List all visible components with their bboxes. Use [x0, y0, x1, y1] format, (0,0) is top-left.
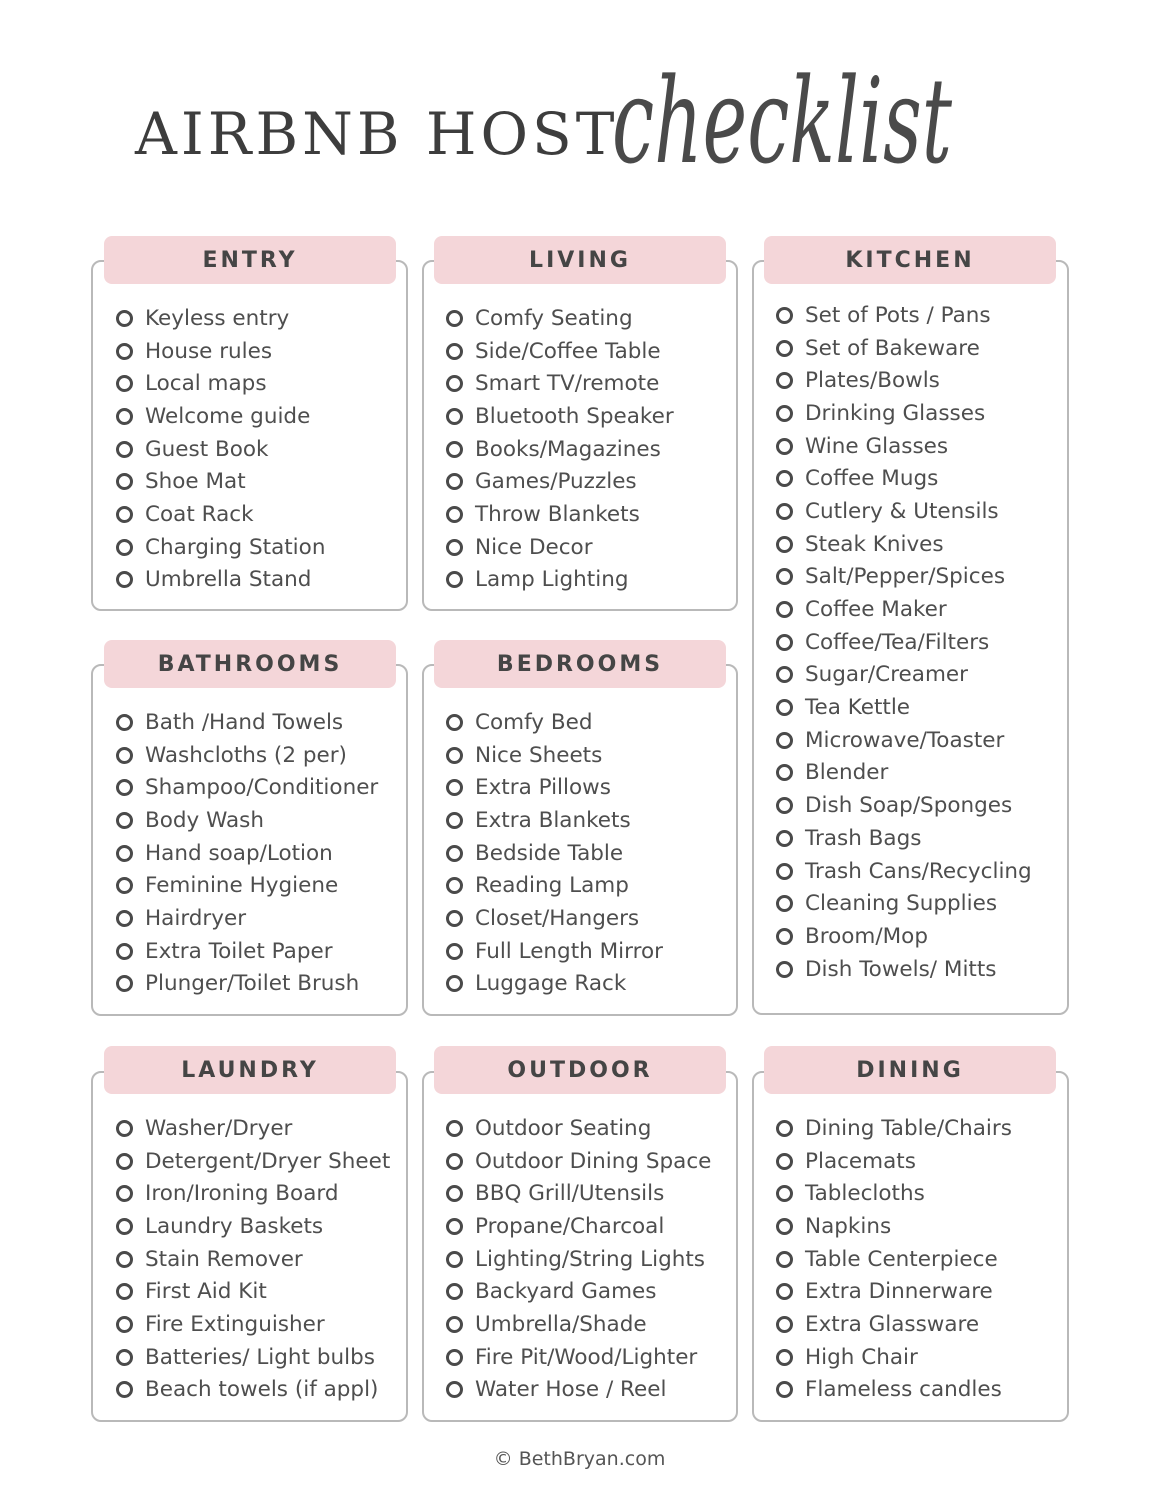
checkbox-circle-icon[interactable]: [116, 1251, 133, 1268]
checklist-item-label: Cutlery & Utensils: [805, 498, 999, 524]
checklist-item: [776, 887, 1032, 920]
checklist-item: [776, 1177, 1012, 1210]
checklist-item-label: Tablecloths: [805, 1181, 925, 1207]
checklist-item: [446, 1210, 711, 1243]
checklist-item: [116, 739, 378, 772]
checkbox-circle-icon[interactable]: [116, 1381, 133, 1398]
footer-credit: © BethBryan.com: [493, 1448, 666, 1470]
checklist-item: [116, 433, 325, 466]
checklist-item: [116, 1145, 390, 1178]
checklist-item: [446, 902, 663, 935]
checkbox-circle-icon[interactable]: [776, 340, 793, 357]
checklist-item-label: Reading Lamp: [475, 873, 629, 899]
checklist-item: [776, 1308, 1012, 1341]
checkbox-circle-icon[interactable]: [776, 1218, 793, 1235]
checklist-item-label: Umbrella/Shade: [475, 1311, 647, 1337]
checklist-item-label: Fire Pit/Wood/Lighter: [475, 1344, 698, 1370]
checkbox-circle-icon[interactable]: [116, 877, 133, 894]
checkbox-circle-icon[interactable]: [776, 568, 793, 585]
checklist-item: [446, 804, 663, 837]
checklist-item-label: Luggage Rack: [475, 971, 627, 997]
checklist-item-label: First Aid Kit: [145, 1279, 267, 1305]
checklist-item: [116, 902, 378, 935]
checkbox-circle-icon[interactable]: [446, 1153, 463, 1170]
checklist-item: [116, 1374, 390, 1407]
checkbox-circle-icon[interactable]: [116, 845, 133, 862]
checklist-item: [776, 659, 1032, 692]
checklist-item-label: Detergent/Dryer Sheet: [145, 1148, 391, 1174]
checklist-item-label: Feminine Hygiene: [145, 873, 339, 899]
checkbox-circle-icon[interactable]: [776, 372, 793, 389]
checklist-item: [776, 1145, 1012, 1178]
checklist-item-label: Welcome guide: [145, 403, 311, 429]
checkbox-circle-icon[interactable]: [776, 1316, 793, 1333]
checklist-item-label: Batteries/ Light bulbs: [145, 1344, 375, 1370]
checkbox-circle-icon[interactable]: [116, 441, 133, 458]
checklist-item: [776, 1374, 1012, 1407]
entry-header: ENTRY: [104, 236, 396, 284]
checklist-item-label: BBQ Grill/Utensils: [475, 1181, 665, 1207]
checklist-item: [446, 400, 674, 433]
checkbox-circle-icon[interactable]: [116, 571, 133, 588]
checklist-item: [776, 364, 1032, 397]
checklist-item-label: Sugar/Creamer: [805, 662, 968, 688]
checklist-item-label: Lamp Lighting: [475, 567, 629, 593]
checkbox-circle-icon[interactable]: [776, 405, 793, 422]
checklist-item-label: High Chair: [805, 1344, 918, 1370]
checkbox-circle-icon[interactable]: [446, 845, 463, 862]
checklist-item-label: Extra Glassware: [805, 1311, 980, 1337]
checkbox-circle-icon[interactable]: [446, 1283, 463, 1300]
checklist-item-label: Charging Station: [145, 534, 326, 560]
checkbox-circle-icon[interactable]: [446, 1120, 463, 1137]
checklist-item: [116, 302, 325, 335]
kitchen-list: [776, 299, 1032, 985]
checklist-item-label: Coat Rack: [145, 501, 254, 527]
checklist-item: [116, 465, 325, 498]
checklist-item: [776, 1210, 1012, 1243]
checkbox-circle-icon[interactable]: [446, 1316, 463, 1333]
checklist-item-label: Washer/Dryer: [145, 1115, 293, 1141]
checkbox-circle-icon[interactable]: [116, 975, 133, 992]
checkbox-circle-icon[interactable]: [776, 536, 793, 553]
checklist-item-label: Plunger/Toilet Brush: [145, 971, 360, 997]
checkbox-circle-icon[interactable]: [116, 943, 133, 960]
checklist-item-label: Bedside Table: [475, 840, 624, 866]
checkbox-circle-icon[interactable]: [776, 699, 793, 716]
checklist-item: [446, 335, 674, 368]
checkbox-circle-icon[interactable]: [116, 1185, 133, 1202]
checklist-item-label: Microwave/Toaster: [805, 727, 1005, 753]
checkbox-circle-icon[interactable]: [446, 506, 463, 523]
checklist-item-label: Water Hose / Reel: [475, 1377, 667, 1403]
checklist-item-label: Iron/Ironing Board: [145, 1181, 339, 1207]
checklist-item: [446, 706, 663, 739]
checkbox-circle-icon[interactable]: [116, 1153, 133, 1170]
checklist-item-label: Outdoor Seating: [475, 1115, 652, 1141]
checklist-item: [446, 564, 674, 597]
checkbox-circle-icon[interactable]: [446, 441, 463, 458]
checkbox-circle-icon[interactable]: [446, 1381, 463, 1398]
checkbox-circle-icon[interactable]: [116, 910, 133, 927]
checkbox-circle-icon[interactable]: [116, 539, 133, 556]
checklist-item: [446, 1243, 711, 1276]
checklist-item-label: Tea Kettle: [805, 695, 911, 721]
checklist-item: [116, 869, 378, 902]
checklist-item-label: Nice Decor: [475, 534, 593, 560]
checklist-item-label: Dish Soap/Sponges: [805, 793, 1013, 819]
kitchen-header: KITCHEN: [764, 236, 1056, 284]
checklist-item-label: Set of Pots / Pans: [805, 302, 991, 328]
checklist-item: [776, 1243, 1012, 1276]
checkbox-circle-icon[interactable]: [776, 928, 793, 945]
checklist-item: [446, 465, 674, 498]
checklist-item: [446, 837, 663, 870]
checklist-item-label: Placemats: [805, 1148, 916, 1174]
checklist-item: [776, 397, 1032, 430]
bathrooms-list: [116, 706, 378, 1000]
checkbox-circle-icon[interactable]: [446, 975, 463, 992]
checkbox-circle-icon[interactable]: [776, 438, 793, 455]
checklist-item: [446, 935, 663, 968]
checklist-item-label: Coffee Maker: [805, 597, 947, 623]
entry-list: [116, 302, 325, 596]
checklist-item-label: Dish Towels/ Mitts: [805, 956, 997, 982]
checklist-item-label: Extra Dinnerware: [805, 1279, 993, 1305]
checkbox-circle-icon[interactable]: [116, 812, 133, 829]
checklist-item: [116, 804, 378, 837]
checklist-item: [116, 706, 378, 739]
checklist-item: [446, 739, 663, 772]
checkbox-circle-icon[interactable]: [776, 797, 793, 814]
checklist-item-label: Guest Book: [145, 436, 269, 462]
checklist-item-label: Dining Table/Chairs: [805, 1115, 1012, 1141]
checklist-item: [776, 593, 1032, 626]
checkbox-circle-icon[interactable]: [116, 1316, 133, 1333]
page-title: [0, 0, 1159, 230]
checklist-item-label: Closet/Hangers: [475, 905, 640, 931]
checkbox-circle-icon[interactable]: [116, 1283, 133, 1300]
checklist-item: [776, 626, 1032, 659]
checklist-item-label: Salt/Pepper/Spices: [805, 564, 1006, 590]
checklist-item-label: Bath /Hand Towels: [145, 709, 344, 735]
bedrooms-list: [446, 706, 663, 1000]
checklist-item: [776, 822, 1032, 855]
checklist-item: [446, 968, 663, 1001]
checklist-item: [446, 498, 674, 531]
checklist-item-label: Stain Remover: [145, 1246, 303, 1272]
checklist-item: [116, 531, 325, 564]
checkbox-circle-icon[interactable]: [446, 1349, 463, 1366]
checklist-item-label: Napkins: [805, 1213, 892, 1239]
checklist-item: [446, 367, 674, 400]
checklist-item-label: Drinking Glasses: [805, 400, 986, 426]
checklist-item: [776, 855, 1032, 888]
checklist-item: [776, 1341, 1012, 1374]
checklist-item-label: Coffee Mugs: [805, 466, 939, 492]
outdoor-list: [446, 1112, 711, 1406]
checkbox-circle-icon[interactable]: [776, 732, 793, 749]
checklist-item: [116, 1210, 390, 1243]
checkbox-circle-icon[interactable]: [776, 1283, 793, 1300]
living-header: LIVING: [434, 236, 726, 284]
checklist-item-label: House rules: [145, 338, 273, 364]
checkbox-circle-icon[interactable]: [446, 910, 463, 927]
checklist-item-label: Smart TV/remote: [475, 371, 660, 397]
checklist-item: [776, 462, 1032, 495]
checklist-item-label: Outdoor Dining Space: [475, 1148, 712, 1174]
checkbox-circle-icon[interactable]: [116, 408, 133, 425]
checklist-item: [776, 528, 1032, 561]
checklist-item-label: Comfy Bed: [475, 709, 593, 735]
checklist-item: [776, 920, 1032, 953]
checklist-item-label: Shoe Mat: [145, 469, 246, 495]
checklist-item: [776, 495, 1032, 528]
checklist-item: [446, 1341, 711, 1374]
checklist-item-label: Hairdryer: [145, 905, 247, 931]
checkbox-circle-icon[interactable]: [776, 470, 793, 487]
checkbox-circle-icon[interactable]: [776, 830, 793, 847]
laundry-list: [116, 1112, 390, 1406]
checklist-item-label: Table Centerpiece: [805, 1246, 998, 1272]
checklist-item: [116, 1177, 390, 1210]
title-script-text: [612, 30, 962, 230]
checklist-item-label: Keyless entry: [145, 305, 290, 331]
checklist-item-label: Books/Magazines: [475, 436, 661, 462]
checklist-item-label: Trash Cans/Recycling: [805, 858, 1032, 884]
checkbox-circle-icon[interactable]: [776, 634, 793, 651]
checklist-item: [446, 771, 663, 804]
checklist-item: [116, 1243, 390, 1276]
dining-header: DINING: [764, 1046, 1056, 1094]
checklist-item: [116, 367, 325, 400]
checkbox-circle-icon[interactable]: [776, 1381, 793, 1398]
checklist-item-label: Beach towels (if appl): [145, 1377, 379, 1403]
checkbox-circle-icon[interactable]: [446, 343, 463, 360]
checklist-item-label: Steak Knives: [805, 531, 944, 557]
checklist-item: [446, 1374, 711, 1407]
checkbox-circle-icon[interactable]: [446, 1218, 463, 1235]
checklist-item: [446, 1308, 711, 1341]
checklist-item: [776, 789, 1032, 822]
bedrooms-header: BEDROOMS: [434, 640, 726, 688]
checklist-item-label: Throw Blankets: [475, 501, 640, 527]
checklist-item-label: Broom/Mop: [805, 923, 928, 949]
checklist-item: [446, 302, 674, 335]
checklist-item-label: Extra Toilet Paper: [145, 938, 333, 964]
checkbox-circle-icon[interactable]: [116, 1218, 133, 1235]
checklist-item-label: Set of Bakeware: [805, 335, 980, 361]
checkbox-circle-icon[interactable]: [776, 895, 793, 912]
checkbox-circle-icon[interactable]: [446, 877, 463, 894]
checklist-item-label: Trash Bags: [805, 825, 922, 851]
checklist-item-label: Hand soap/Lotion: [145, 840, 333, 866]
checkbox-circle-icon[interactable]: [776, 1153, 793, 1170]
checklist-item-label: Bluetooth Speaker: [475, 403, 674, 429]
checkbox-circle-icon[interactable]: [446, 747, 463, 764]
checklist-item: [776, 724, 1032, 757]
outdoor-header: OUTDOOR: [434, 1046, 726, 1094]
checklist-item: [776, 1275, 1012, 1308]
checkbox-circle-icon[interactable]: [446, 571, 463, 588]
svg-text:checklist: checklist: [612, 52, 953, 190]
checklist-item: [776, 691, 1032, 724]
laundry-header: LAUNDRY: [104, 1046, 396, 1094]
checklist-item: [446, 1275, 711, 1308]
checkbox-circle-icon[interactable]: [116, 714, 133, 731]
checklist-item: [116, 1341, 390, 1374]
checklist-item-label: Plates/Bowls: [805, 368, 940, 394]
checklist-item: [446, 1177, 711, 1210]
checklist-item-label: Side/Coffee Table: [475, 338, 661, 364]
checklist-item: [446, 1112, 711, 1145]
checklist-item-label: Local maps: [145, 371, 267, 397]
checklist-item-label: Nice Sheets: [475, 742, 603, 768]
checkbox-circle-icon[interactable]: [116, 1349, 133, 1366]
checklist-item: [116, 400, 325, 433]
checkbox-circle-icon[interactable]: [116, 473, 133, 490]
title-main-text: AIRBNB HOST: [135, 100, 619, 168]
checkbox-circle-icon[interactable]: [776, 961, 793, 978]
checkbox-circle-icon[interactable]: [776, 307, 793, 324]
checkbox-circle-icon[interactable]: [776, 1185, 793, 1202]
checklist-item-label: Backyard Games: [475, 1279, 657, 1305]
checklist-item: [446, 1145, 711, 1178]
checkbox-circle-icon[interactable]: [116, 779, 133, 796]
checklist-item: [776, 430, 1032, 463]
checklist-item: [446, 531, 674, 564]
checklist-item-label: Extra Blankets: [475, 807, 631, 833]
checklist-item-label: Extra Pillows: [475, 775, 611, 801]
checklist-item-label: Cleaning Supplies: [805, 891, 998, 917]
checklist-item: [116, 1275, 390, 1308]
checkbox-circle-icon[interactable]: [446, 1251, 463, 1268]
checklist-item: [116, 1308, 390, 1341]
checklist-item: [116, 498, 325, 531]
checkbox-circle-icon[interactable]: [446, 539, 463, 556]
checklist-item: [776, 299, 1032, 332]
dining-list: [776, 1112, 1012, 1406]
checklist-item: [116, 968, 378, 1001]
checkbox-circle-icon[interactable]: [776, 666, 793, 683]
checkbox-circle-icon[interactable]: [446, 375, 463, 392]
checklist-item-label: Full Length Mirror: [475, 938, 663, 964]
checklist-item: [116, 837, 378, 870]
checklist-item-label: Laundry Baskets: [145, 1213, 324, 1239]
checklist-item: [776, 561, 1032, 594]
checklist-item-label: Shampoo/Conditioner: [145, 775, 379, 801]
checkbox-circle-icon[interactable]: [446, 310, 463, 327]
checklist-item-label: Fire Extinguisher: [145, 1311, 325, 1337]
checklist-item-label: Flameless candles: [805, 1377, 1002, 1403]
checklist-item: [116, 771, 378, 804]
checklist-item-label: Washcloths (2 per): [145, 742, 347, 768]
checklist-item: [116, 1112, 390, 1145]
checkbox-circle-icon[interactable]: [776, 1349, 793, 1366]
checkbox-circle-icon[interactable]: [446, 473, 463, 490]
checklist-item: [776, 953, 1032, 986]
checkbox-circle-icon[interactable]: [776, 601, 793, 618]
checkbox-circle-icon[interactable]: [776, 764, 793, 781]
checklist-item: [446, 433, 674, 466]
checkbox-circle-icon[interactable]: [776, 1251, 793, 1268]
checkbox-circle-icon[interactable]: [116, 747, 133, 764]
checklist-item-label: Comfy Seating: [475, 305, 633, 331]
checkbox-circle-icon[interactable]: [116, 310, 133, 327]
checkbox-circle-icon[interactable]: [446, 943, 463, 960]
checklist-item-label: Games/Puzzles: [475, 469, 637, 495]
checklist-item-label: Wine Glasses: [805, 433, 949, 459]
checkbox-circle-icon[interactable]: [776, 863, 793, 880]
checkbox-circle-icon[interactable]: [116, 1120, 133, 1137]
checkbox-circle-icon[interactable]: [446, 714, 463, 731]
checklist-item-label: Blender: [805, 760, 889, 786]
living-list: [446, 302, 674, 596]
checkbox-circle-icon[interactable]: [776, 503, 793, 520]
checklist-item: [116, 335, 325, 368]
checklist-item-label: Coffee/Tea/Filters: [805, 629, 990, 655]
checkbox-circle-icon[interactable]: [446, 1185, 463, 1202]
checklist-item: [116, 564, 325, 597]
checklist-item: [446, 869, 663, 902]
checklist-item: [776, 757, 1032, 790]
checklist-item-label: Umbrella Stand: [145, 567, 312, 593]
checkbox-circle-icon[interactable]: [446, 779, 463, 796]
checklist-item: [776, 1112, 1012, 1145]
checkbox-circle-icon[interactable]: [116, 506, 133, 523]
bathrooms-header: BATHROOMS: [104, 640, 396, 688]
checklist-item: [776, 332, 1032, 365]
checkbox-circle-icon[interactable]: [776, 1120, 793, 1137]
checklist-item-label: Body Wash: [145, 807, 264, 833]
checkbox-circle-icon[interactable]: [116, 375, 133, 392]
checklist-item: [116, 935, 378, 968]
checkbox-circle-icon[interactable]: [116, 343, 133, 360]
checklist-item-label: Propane/Charcoal: [475, 1213, 665, 1239]
checkbox-circle-icon[interactable]: [446, 812, 463, 829]
checkbox-circle-icon[interactable]: [446, 408, 463, 425]
checklist-item-label: Lighting/String Lights: [475, 1246, 706, 1272]
